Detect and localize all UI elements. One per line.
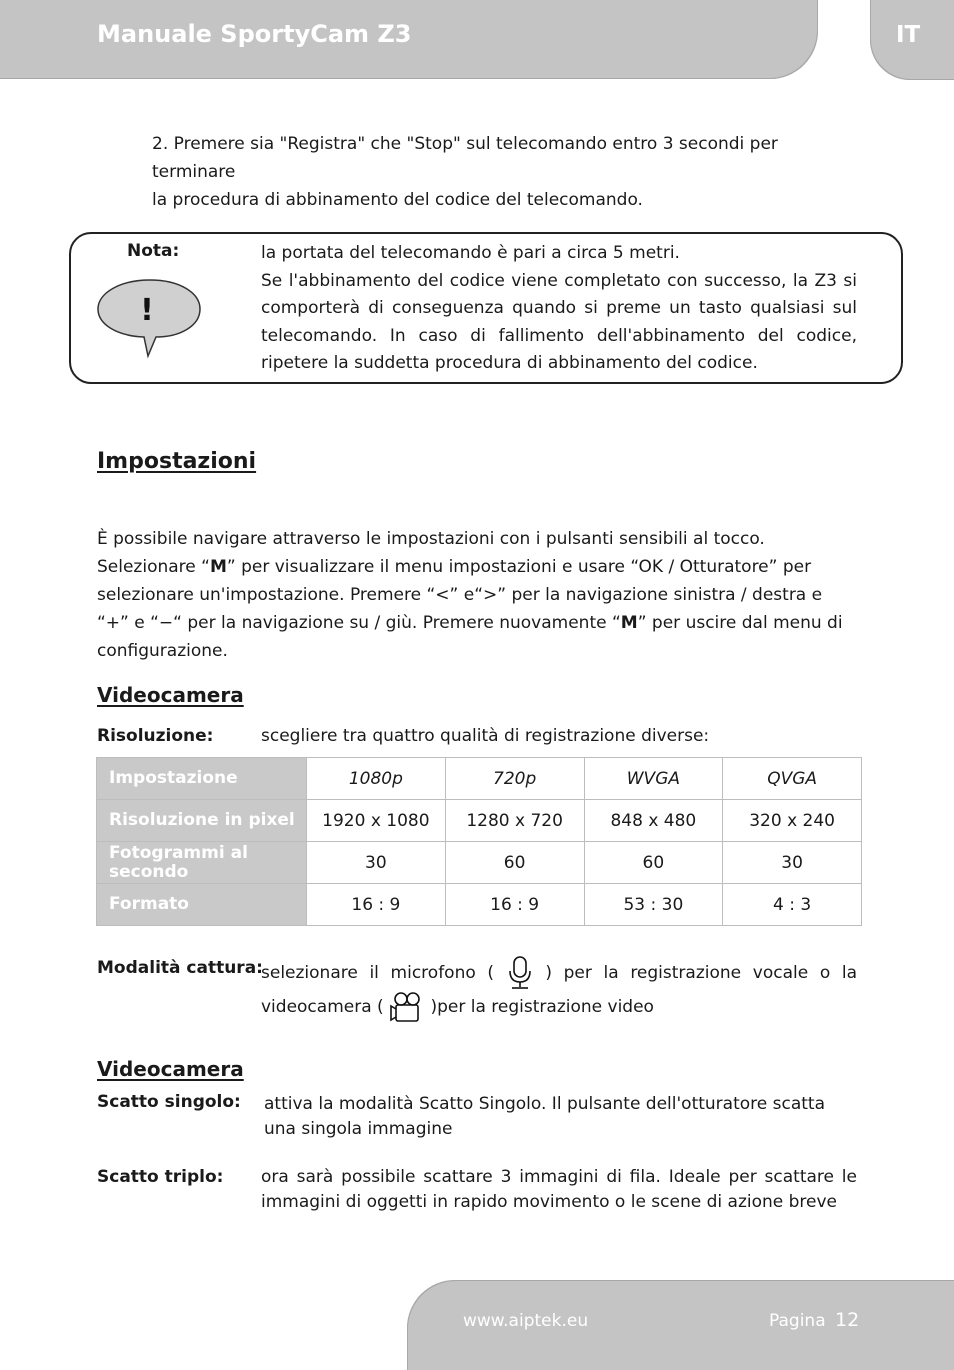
manual-title: Manuale SportyCam Z3 — [97, 20, 412, 48]
camera-heading: Videocamera — [97, 1057, 244, 1081]
single-shot-text — [264, 1092, 825, 1142]
warning-bubble-icon — [94, 276, 206, 360]
table-row — [97, 884, 862, 926]
table-cell: 320 x 240 — [723, 800, 862, 842]
capture-mode-label: Modalità cattura: — [97, 958, 263, 978]
table-cell: 1920 x 1080 — [307, 800, 446, 842]
settings-intro-part-1: È possibile navigare attraverso le impostazioni con i pulsanti sensibili al tocco. Selezionare “ — [97, 529, 765, 577]
table-row — [97, 800, 862, 842]
settings-intro-part-2: ” per visualizzare il menu impostazioni e usare “OK / Otturatore” per selezionare un'impostazione. Premere “<” e“>” per la navigazione sinistra / destra e “+” e “−“ per la navigazione su / giù. Premere nuovamente “ — [97, 557, 823, 633]
page-number: 12 — [835, 1309, 860, 1331]
triple-shot-label: Scatto triplo: — [97, 1167, 224, 1187]
page-label: Pagina — [769, 1311, 826, 1331]
table-cell: 848 x 480 — [584, 800, 723, 842]
table-cell: 30 — [307, 842, 446, 884]
step-2-line-1: 2. Premere sia "Registra" che "Stop" sul telecomando entro 3 secondi per terminare — [152, 134, 778, 182]
microphone-icon — [506, 955, 534, 991]
single-shot-line-2: una singola immagine — [264, 1119, 453, 1139]
step-2-line-2: la procedura di abbinamento del codice del telecomando. — [152, 190, 643, 210]
exclamation-mark: ! — [140, 293, 154, 328]
table-cell: 1080p — [307, 758, 446, 800]
table-row — [97, 842, 862, 884]
resolution-text: scegliere tra quattro qualità di registrazione diverse: — [261, 726, 710, 746]
note-body: la portata del telecomando è pari a circa 5 metri. Se l'abbinamento del codice viene completato con successo, la Z3 si comporterà di conseguenza quando si preme un tasto qualsiasi sul telecomando. In caso di fallimento dell'abbinamento del codice, ripetere la suddetta procedura di abbinamento del codice. — [261, 243, 857, 373]
capture-text-part-2: ) per la registrazione vocale o la videocamera ( — [261, 963, 858, 1017]
table-cell: 16 : 9 — [445, 884, 584, 926]
table-cell: Formato — [97, 884, 307, 926]
table-cell: QVGA — [723, 758, 862, 800]
table-header-row — [97, 758, 862, 800]
note-label: Nota: — [127, 241, 180, 261]
settings-intro — [97, 525, 857, 665]
single-shot-line-1: attiva la modalità Scatto Singolo. Il pulsante dell'otturatore scatta — [264, 1094, 826, 1114]
website-link[interactable]: www.aiptek.eu — [463, 1311, 589, 1331]
single-shot-label: Scatto singolo: — [97, 1092, 241, 1112]
table-cell: 720p — [445, 758, 584, 800]
table-cell: Risoluzione in pixel — [97, 800, 307, 842]
table-cell: Fotogrammi al secondo — [97, 842, 307, 884]
settings-heading: Impostazioni — [97, 449, 257, 474]
table-cell: 60 — [584, 842, 723, 884]
table-cell: 53 : 30 — [584, 884, 723, 926]
video-camera-icon — [389, 991, 425, 1023]
note-text — [261, 240, 857, 378]
resolution-table — [96, 757, 862, 926]
table-cell: Impostazione — [97, 758, 307, 800]
triple-shot-text: ora sarà possibile scattare 3 immagini di fila. Ideale per scattare le immagini di oggetti in rapido movimento o le scene di azione breve — [261, 1167, 857, 1212]
settings-intro-part-3: ” per uscire dal menu di configurazione. — [97, 613, 843, 661]
table-cell: WVGA — [584, 758, 723, 800]
table-cell: 30 — [723, 842, 862, 884]
menu-key-m: M — [209, 557, 227, 577]
video-heading: Videocamera — [97, 683, 244, 707]
table-cell: 4 : 3 — [723, 884, 862, 926]
capture-mode-text — [261, 955, 857, 1023]
table-cell: 16 : 9 — [307, 884, 446, 926]
menu-key-m-again: M — [620, 613, 638, 633]
resolution-label: Risoluzione: — [97, 726, 214, 746]
table-cell: 60 — [445, 842, 584, 884]
capture-text-part-1: selezionare il microfono ( — [261, 963, 495, 983]
table-cell: 1280 x 720 — [445, 800, 584, 842]
step-2-paragraph — [152, 130, 857, 214]
language-code: IT — [896, 22, 921, 48]
capture-text-part-3: )per la registrazione video — [430, 997, 654, 1017]
